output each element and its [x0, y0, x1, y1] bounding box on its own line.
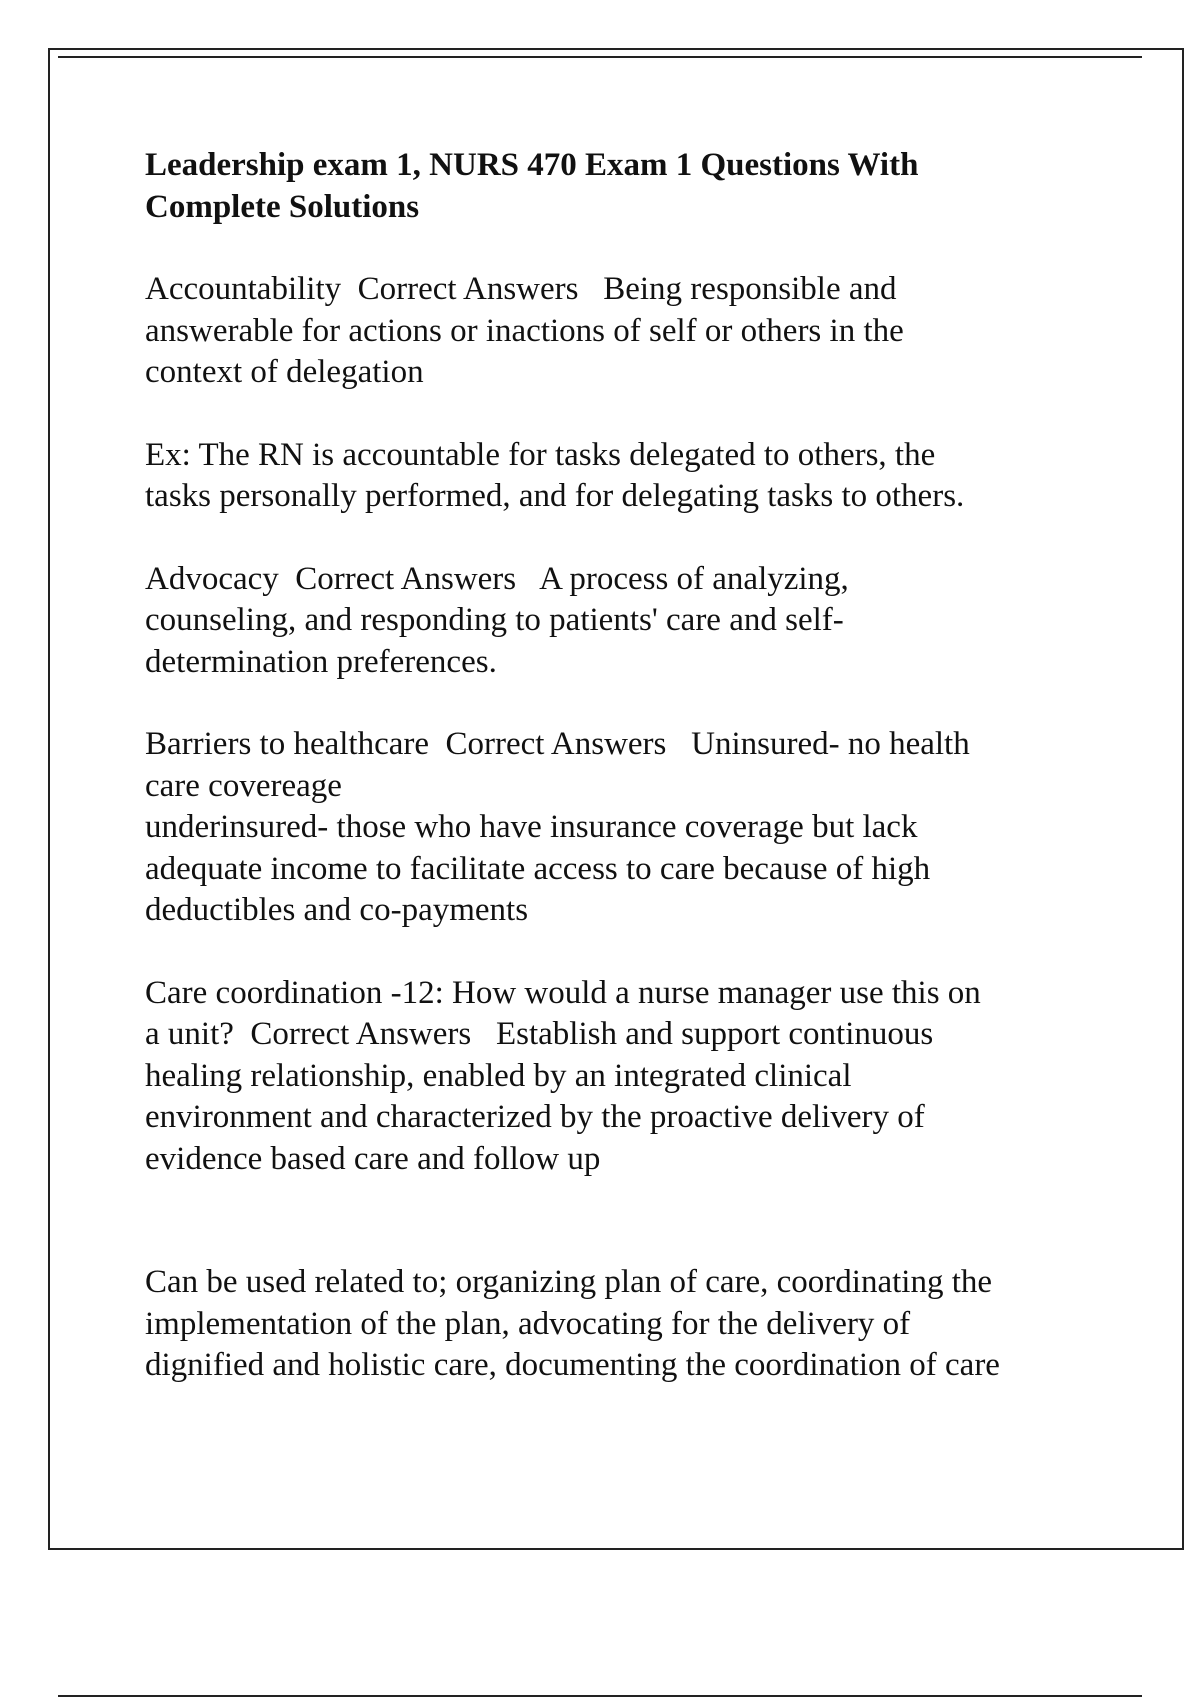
- document-title: [145, 145, 1105, 228]
- paragraph-accountability: [145, 269, 1105, 394]
- text-line: care covereage: [145, 767, 342, 804]
- title-line: Leadership exam 1, NURS 470 Exam 1 Questions With: [145, 147, 919, 183]
- text-line: environment and characterized by the proactive delivery of: [145, 1099, 925, 1135]
- text-line: underinsured- those who have insurance coverage but lack: [145, 809, 918, 845]
- text-line: adequate income to facilitate access to care because of high: [145, 850, 931, 887]
- text-line: Accountability Correct Answers Being responsible and: [145, 271, 897, 307]
- text-line: implementation of the plan, advocating for the delivery of: [145, 1305, 911, 1342]
- document-body: [145, 145, 1105, 1428]
- text-line: counseling, and responding to patients' care and self-: [145, 602, 844, 638]
- text-line: Can be used related to; organizing plan of care, coordinating the: [145, 1264, 993, 1300]
- text-line: context of delegation: [145, 354, 424, 390]
- text-line: dignified and holistic care, documenting the coordination of care: [145, 1347, 1000, 1383]
- title-line: Complete Solutions: [145, 188, 420, 225]
- paragraph-advocacy: [145, 559, 1105, 684]
- text-line: Ex: The RN is accountable for tasks delegated to others, the: [145, 436, 936, 473]
- paragraph-accountability-example: [145, 435, 1105, 518]
- text-line: determination preferences.: [145, 643, 497, 680]
- paragraph-care-coordination: [145, 973, 1105, 1181]
- text-line: tasks personally performed, and for delegating tasks to others.: [145, 478, 965, 514]
- text-line: evidence based care and follow up: [145, 1140, 601, 1177]
- text-line: a unit? Correct Answers Establish and support continuous: [145, 1016, 934, 1052]
- text-line: Barriers to healthcare Correct Answers Uninsured- no health: [145, 726, 970, 762]
- text-line: healing relationship, enabled by an integrated clinical: [145, 1057, 852, 1094]
- text-line: Care coordination -12: How would a nurse manager use this on: [145, 974, 981, 1011]
- bottom-rule: [58, 1695, 1142, 1697]
- text-line: deductibles and co-payments: [145, 892, 529, 928]
- paragraph-care-coordination-uses: [145, 1262, 1105, 1387]
- text-line: answerable for actions or inactions of self or others in the: [145, 312, 904, 349]
- paragraph-barriers: [145, 724, 1105, 932]
- text-line: Advocacy Correct Answers A process of analyzing,: [145, 560, 849, 597]
